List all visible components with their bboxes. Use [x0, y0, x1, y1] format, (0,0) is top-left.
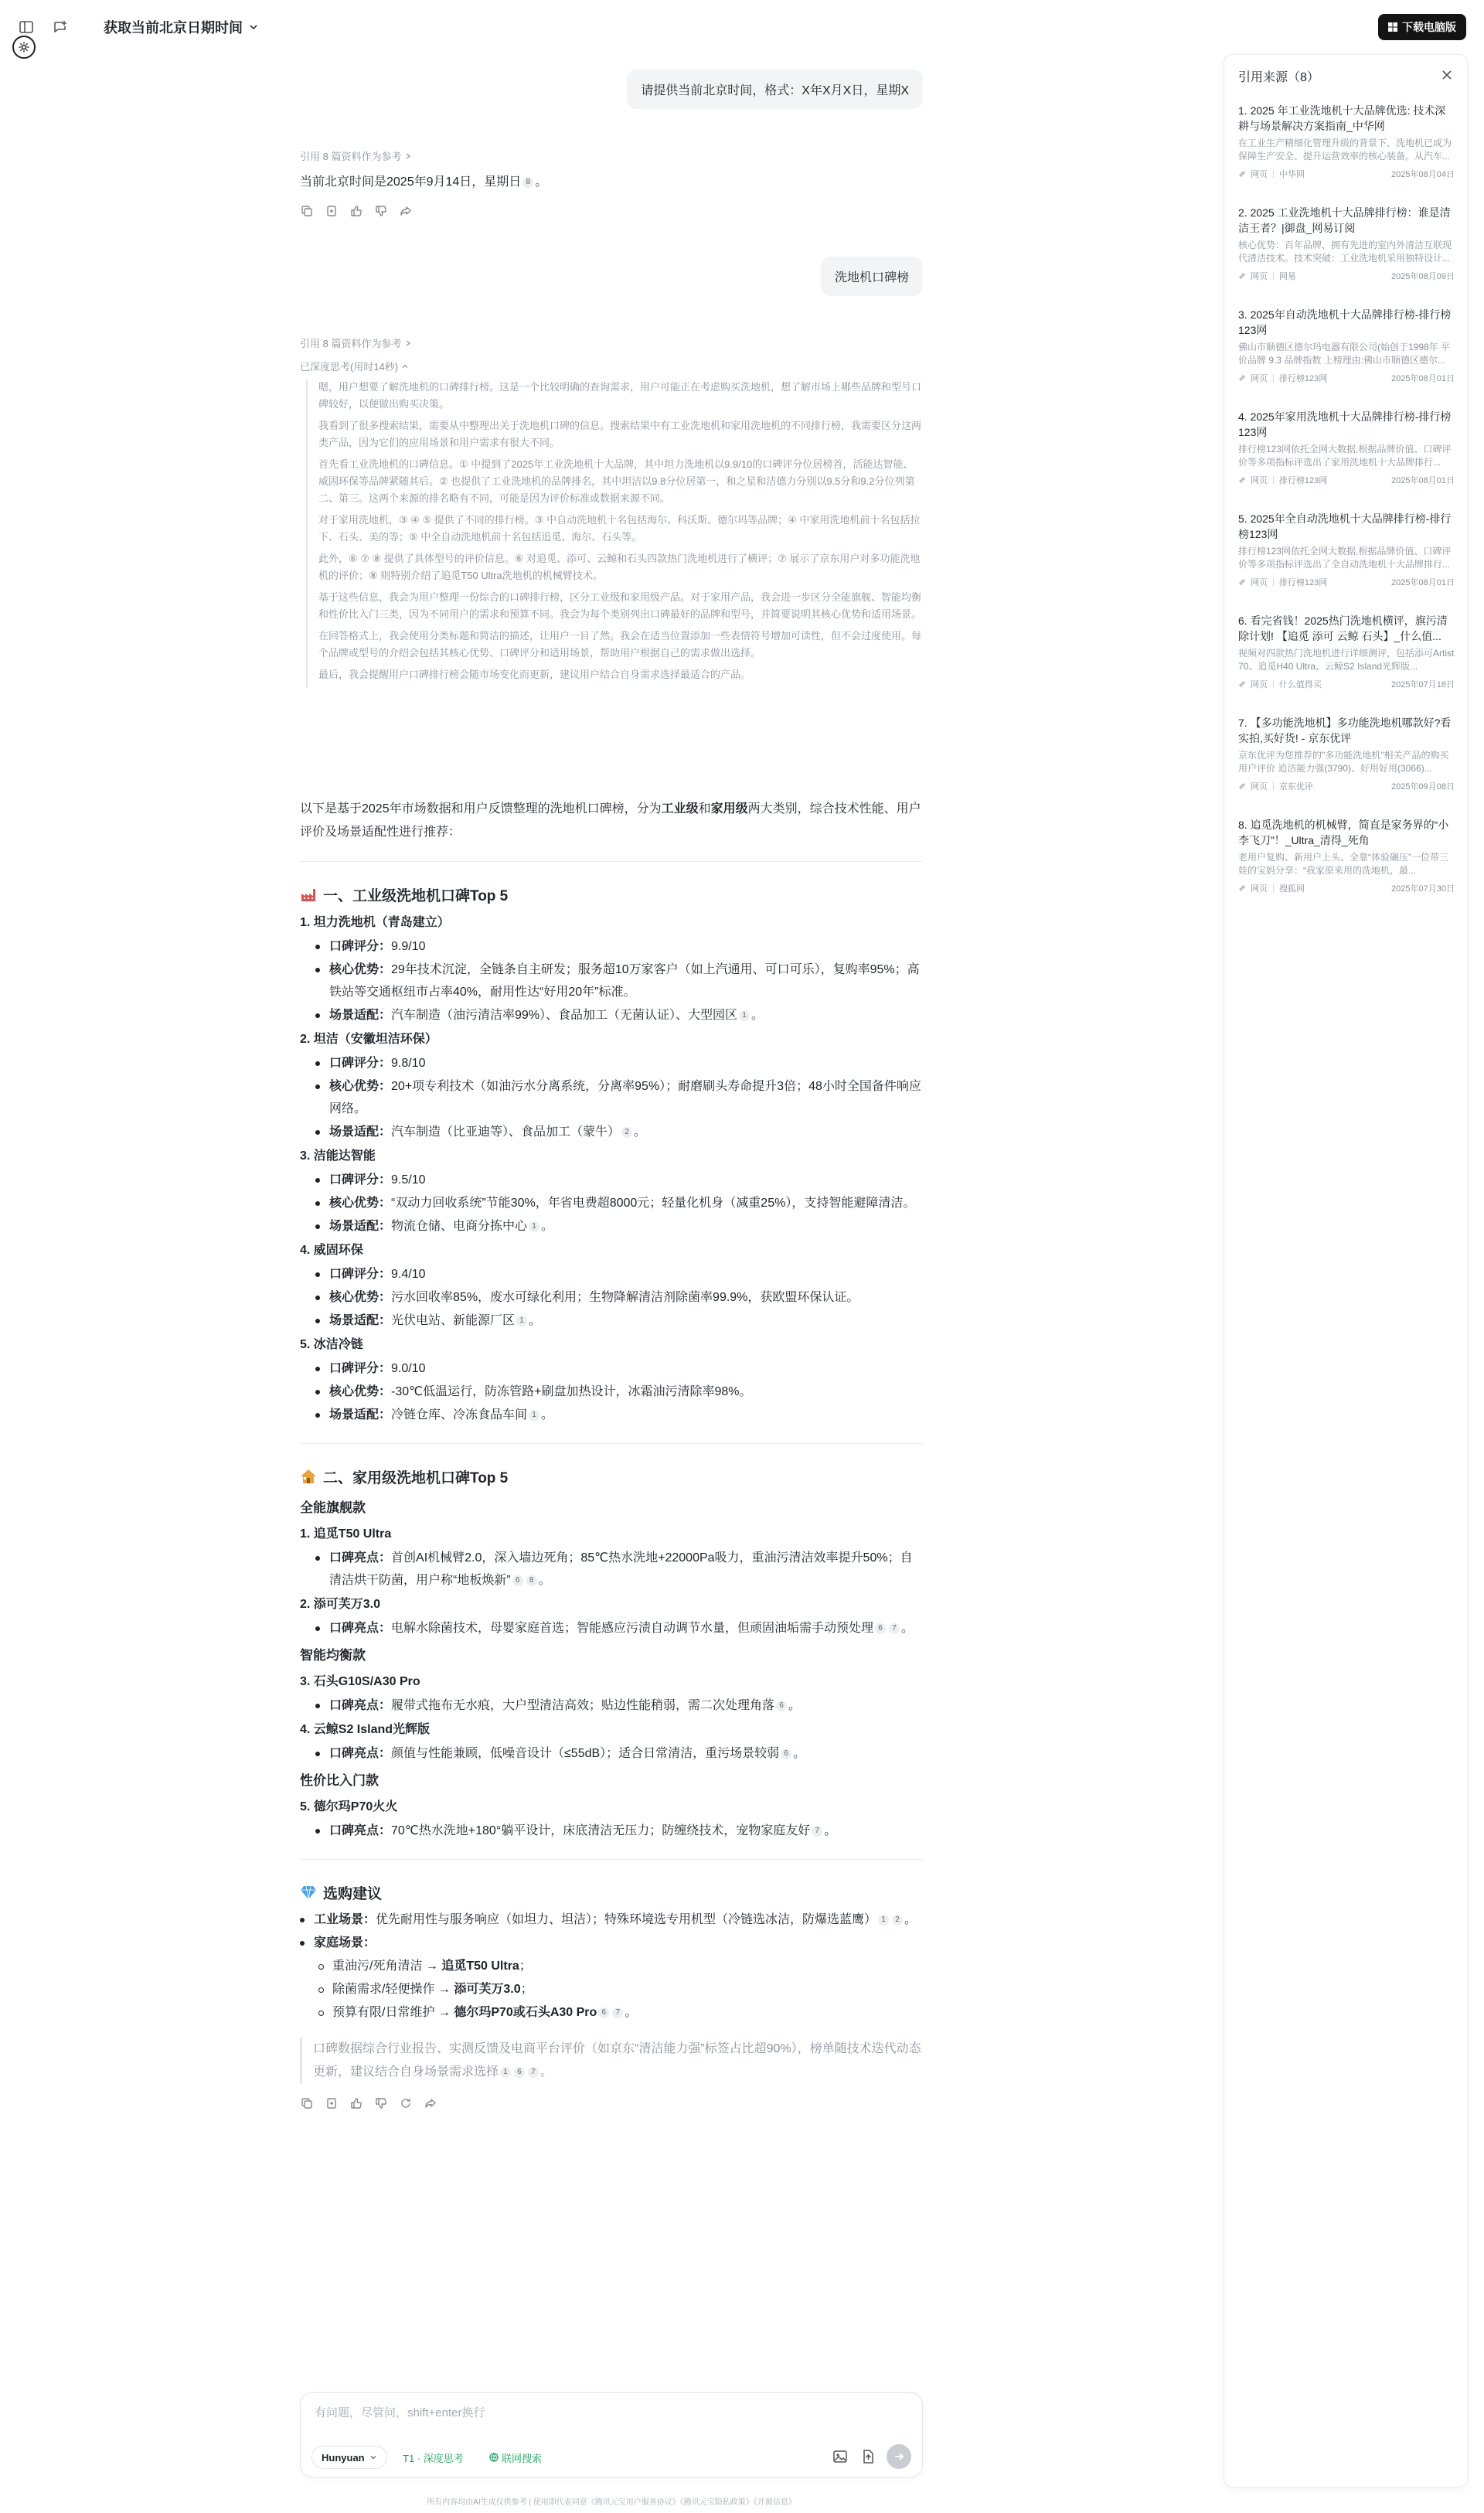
home-advice-item: [332, 1978, 923, 2001]
source-title: 5. 2025年全自动洗地机十大品牌排行榜-排行榜123网: [1238, 512, 1452, 540]
product-details: [300, 1742, 923, 1765]
thumbs-up-icon[interactable]: [349, 204, 363, 218]
product-name: 5. 德尔玛P70火火: [300, 1800, 398, 1813]
citation-badge[interactable]: 1: [529, 1221, 539, 1232]
detail-label: 核心优势：: [329, 1385, 392, 1398]
product-details: [300, 1694, 923, 1717]
brand-name: 2. 坦洁（安徽坦洁环保）: [300, 1033, 437, 1046]
advice-label: 家庭场景：: [314, 1936, 376, 1949]
note-quote: 口碑数据综合行业报告、实测反馈及电商平台评价（如京东“清洁能力强”标签占比超90%），榜单随技术迭代动态更新，建议结合自身场景需求选择 1 6 7 。: [300, 2038, 923, 2084]
source-card[interactable]: [1238, 409, 1455, 486]
copy-icon[interactable]: [300, 2096, 314, 2110]
brand-details: [300, 935, 923, 1027]
meta-separator: |: [1272, 475, 1275, 485]
link-icon: [1238, 884, 1246, 892]
chevron-down-icon: [249, 22, 258, 32]
web-search-button[interactable]: [483, 2446, 548, 2469]
source-meta: [1238, 474, 1455, 486]
reference-count-text: 引用 8 篇资料作为参考: [300, 338, 402, 349]
detail-item: 口碑亮点：70℃热水洗地+180°躺平设计，床底清洁无压力；防缠绕技术，宠物家庭友好 7 。: [329, 1820, 923, 1842]
advice-item: [314, 1932, 923, 1954]
detail-label: 场景适配：: [329, 1125, 392, 1139]
source-type: 网页: [1251, 782, 1268, 792]
sources-panel: [1224, 54, 1468, 2487]
think-paragraph: 此外，⑥ ⑦ ⑧ 提供了具体型号的评价信息。⑥ 对追觅、添可、云鲸和石头四款热门洗地机进行了横评；⑦ 展示了京东用户对多功能洗地机的评价；⑧ 则特别介绍了追觅T50 Ultra洗地机的机械臂技术。: [318, 553, 921, 581]
settings-icon[interactable]: [12, 36, 36, 59]
home-advice-item: [332, 1955, 923, 1977]
intro-bold: 工业级: [661, 802, 699, 816]
regenerate-icon[interactable]: [399, 2096, 413, 2110]
think-paragraph: 我看到了很多搜索结果，需要从中整理出关于洗地机口碑的信息。搜索结果中有工业洗地机和家用洗地机的不同排行榜，我需要区分这两类产品，因为它们的应用场景和用户需求有很大不同。: [318, 420, 922, 448]
detail-label: 场景适配：: [329, 1408, 392, 1422]
source-snippet: 视频对四款热门洗地机进行详细测评，包括添可Artist 70、追觅H40 Ultra、云鲸S2 Island光辉版...: [1238, 648, 1455, 672]
source-meta: [1238, 168, 1455, 180]
deep-think-button[interactable]: [397, 2446, 470, 2469]
note-text: 口碑数据综合行业报告、实测反馈及电商平台评价（如京东“清洁能力强”标签占比超90%），榜单随技术迭代动态更新，建议结合自身场景需求选择: [313, 2042, 921, 2079]
citation-badge[interactable]: 7: [889, 1623, 900, 1634]
source-card[interactable]: [1238, 205, 1455, 282]
source-date: 2025年08月01日: [1391, 374, 1455, 383]
source-site: 网易: [1278, 272, 1296, 281]
citation-badge[interactable]: 2: [621, 1127, 632, 1138]
brand-name: 3. 洁能达智能: [300, 1149, 376, 1163]
detail-value: 光伏电站、新能源厂区: [391, 1314, 516, 1327]
source-card[interactable]: [1238, 715, 1455, 792]
product-details: [300, 1547, 923, 1592]
source-card[interactable]: [1238, 613, 1455, 690]
source-meta: [1238, 576, 1455, 588]
user-message-text: 洗地机口碑榜: [834, 271, 909, 284]
intro-text: 以下是基于2025年市场数据和用户反馈整理的洗地机口碑榜，分为: [300, 802, 662, 816]
citation-badge[interactable]: 1: [878, 1915, 889, 1926]
reference-count-text: 引用 8 篇资料作为参考: [300, 151, 402, 162]
thumbs-down-icon[interactable]: [374, 2096, 388, 2110]
source-snippet: 排行榜123网依托全网大数据,根据品牌价值、口碑评价等多项指标评选出了家用洗地机十大品牌排行...: [1238, 444, 1452, 468]
detail-value: 29年技术沉淀，全链条自主研发；服务超10万家客户（如上汽通用、可口可乐），复购率95%；高铁站等交通枢纽市占率40%，耐用性达“好用20年”标准。: [329, 963, 920, 999]
send-icon: [893, 2451, 904, 2462]
image-upload-icon[interactable]: [832, 2449, 848, 2464]
intro-text: 和: [698, 802, 711, 816]
conversation-title[interactable]: [104, 17, 258, 37]
detail-label: 场景适配：: [329, 1314, 392, 1327]
detail-item: [329, 1052, 923, 1074]
file-upload-icon[interactable]: [860, 2449, 876, 2464]
chat-input-box: [300, 2392, 923, 2477]
source-meta: [1238, 780, 1455, 792]
meta-separator: |: [1272, 373, 1275, 383]
brand-details: [300, 1263, 923, 1332]
download-label: 下载电脑版: [1402, 21, 1456, 33]
chevron-right-icon: [404, 152, 412, 160]
meta-separator: |: [1272, 577, 1275, 587]
new-chat-icon[interactable]: [48, 15, 73, 39]
close-icon[interactable]: [1441, 69, 1455, 83]
source-date: 2025年07月18日: [1391, 680, 1455, 690]
citation-badge[interactable]: 6: [875, 1623, 886, 1634]
detail-label: 口碑评分：: [329, 1362, 392, 1375]
deep-think-content: [306, 379, 923, 688]
detail-label: 核心优势：: [329, 1197, 392, 1210]
source-meta: [1238, 882, 1455, 894]
source-site: 排行榜123网: [1278, 476, 1328, 485]
detail-item: [329, 1357, 923, 1380]
detail-item: 场景适配：汽车制造（比亚迪等）、食品加工（蒙牛） 2 。: [329, 1121, 923, 1143]
thumbs-up-icon[interactable]: [349, 2096, 363, 2110]
detail-value: 污水回收率85%，废水可绿化利用；生物降解清洁剂除菌率99.9%，获欧盟环保认证。: [391, 1291, 859, 1304]
detail-item: 场景适配：光伏电站、新能源厂区 1 。: [329, 1309, 923, 1332]
advice-need: 预算有限/日常维护 →: [332, 2006, 454, 2019]
link-icon: [1238, 680, 1246, 688]
detail-item: 口碑亮点：首创AI机械臂2.0，深入墙边死角；85℃热水洗地+22000Pa吸力，重油污清洁效率提升50%；自清洁烘干防菌，用户称“地板焕新” 6 8 。: [329, 1547, 923, 1592]
detail-value: 70℃热水洗地+180°躺平设计，床底清洁无压力；防缠绕技术，宠物家庭友好: [391, 1824, 811, 1837]
advice-need: 重油污/死角清洁 →: [332, 1960, 442, 1973]
link-icon: [1238, 272, 1246, 280]
source-type: 网页: [1251, 170, 1268, 179]
advice-text: 优先耐用性与服务响应（如坦力、坦洁）；特殊环境选专用机型（冷链选冰洁，防爆选蓝鹰）: [376, 1913, 877, 1926]
windows-icon: [1388, 22, 1397, 32]
divider: [300, 861, 923, 862]
source-meta: [1238, 270, 1455, 282]
citation-badge[interactable]: 1: [739, 1010, 750, 1021]
detail-value: -30℃低温运行，防冻管路+刷盘加热设计，冰霜油污清除率98%。: [391, 1385, 752, 1398]
chevron-up-icon: [401, 363, 409, 370]
source-date: 2025年08月09日: [1391, 272, 1455, 281]
house-icon: [300, 1468, 317, 1485]
detail-label: 核心优势：: [329, 1291, 392, 1304]
link-icon: [1238, 782, 1246, 790]
detail-value: 20+项专利技术（如油污水分离系统，分离率95%）；耐磨刷头寿命提升3倍；48小时全国备件响应网络。: [329, 1080, 921, 1115]
industrial-list: [300, 911, 923, 1426]
citation-badge[interactable]: 6: [512, 1575, 523, 1586]
brand-details: [300, 1052, 923, 1143]
user-message: [627, 70, 923, 109]
think-paragraph: 在回答格式上，我会使用分类标题和简洁的描述，让用户一目了然。我会在适当位置添加一些表情符号增加可读性，但不会过度使用。每个品牌或型号的介绍会包括其核心优势、口碑评分和适用场景，帮助用户根据自己的需求做出选择。: [318, 630, 922, 659]
citation-badge[interactable]: 7: [528, 2067, 539, 2078]
advice-product: 追觅T50 Ultra: [441, 1960, 519, 1973]
citation-badge[interactable]: 6: [781, 1749, 791, 1759]
meta-separator: |: [1272, 271, 1275, 281]
citation-badge[interactable]: 1: [529, 1410, 539, 1421]
message-actions: [300, 2096, 923, 2110]
gem-icon: [300, 1884, 317, 1901]
detail-item: [329, 959, 923, 1003]
product-details: [300, 1820, 923, 1842]
detail-value: 电解水除菌技术，母婴家庭首选；智能感应污渍自动调节水量，但顽固油垢需手动预处理: [391, 1622, 874, 1635]
source-site: 京东优评: [1278, 782, 1313, 792]
source-snippet: 在工业生产精细化管理升级的背景下，洗地机已成为保障生产安全、提升运营效率的核心装备。从汽车...: [1238, 138, 1452, 162]
divider: [300, 1443, 923, 1444]
bookmark-icon[interactable]: [325, 2096, 339, 2110]
link-icon: [1238, 374, 1246, 382]
intro-bold: 家用级: [710, 802, 748, 816]
globe-icon: [489, 2453, 499, 2462]
source-meta: [1238, 678, 1455, 690]
user-message-text: 请提供当前北京时间，格式：X年X月X日，星期X: [641, 84, 909, 97]
meta-separator: |: [1272, 169, 1275, 179]
product-name: 4. 云鲸S2 Island光辉版: [300, 1723, 431, 1736]
detail-label: 场景适配：: [329, 1009, 392, 1022]
think-paragraph: 首先看工业洗地机的口碑信息。① 中提到了2025年工业洗地机十大品牌，其中坦力洗地机以9.9/10的口碑评分位居榜首，活能达智能、威固环保等品牌紧随其后。② 也提供了工业洗地机的品牌排名，其中坦洁以9.8分位居第一，和之星和洁德力分别以9.5分和9.2分位列第二、第三。这两个来源的排名略有不同，可能是因为评价标准或数据来源不同。: [318, 458, 915, 504]
advice-punct: ；: [520, 1983, 533, 1996]
source-title: 7. 【多功能洗地机】多功能洗地机哪款好?看实拍,买好货! - 京东优评: [1238, 717, 1452, 744]
intro-text: 两大类别，综合技术性能、用户评价及场景适配性进行推荐：: [300, 802, 921, 839]
answer-body: [300, 798, 923, 2110]
detail-label: 核心优势：: [329, 1080, 392, 1093]
conversation-title-text: 获取当前北京日期时间: [104, 20, 243, 36]
detail-label: 口碑亮点：: [329, 1551, 392, 1565]
home-advice-item: 预算有限/日常维护 → 德尔玛P70或石头A30 Pro 6 7 。: [332, 2001, 923, 2024]
answer-intro: [300, 798, 923, 844]
source-snippet: 京东优评为您推荐的"多功能洗地机"相关产品的购买用户评价 追洁能力强(3790)、好用好用(3066)...: [1238, 750, 1449, 774]
brand-name: 4. 威固环保: [300, 1244, 363, 1257]
category-heading: 全能旗舰款: [300, 1500, 366, 1515]
sources-title: 引用来源（8）: [1238, 71, 1319, 84]
meta-separator: |: [1272, 781, 1275, 791]
section-heading: [300, 879, 923, 910]
detail-item: [329, 1169, 923, 1191]
citation-badge[interactable]: 6: [598, 2007, 609, 2018]
section-heading-text: 选购建议: [323, 1885, 383, 1902]
detail-value: 9.8/10: [391, 1057, 426, 1070]
source-card[interactable]: [1238, 511, 1455, 588]
disclaimer: 所有内容均由AI生成仅供参考 | 使用即代表同意《腾讯元宝用户服务协议》《腾讯元宝隐私政策》《开源信息》: [427, 2498, 796, 2507]
product-name: 1. 追觅T50 Ultra: [300, 1527, 392, 1541]
section-heading-text: 二、家用级洗地机口碑Top 5: [323, 1469, 509, 1486]
advice-list: [300, 1909, 923, 1954]
detail-value: “双动力回收系统”节能30%，年省电费超8000元；轻量化机身（减重25%），支持智能避障清洁。: [391, 1197, 916, 1210]
think-paragraph: 最后，我会提醒用户口碑排行榜会随市场变化而更新，建议用户结合自身需求选择最适合的产品。: [318, 669, 751, 680]
detail-item: [329, 1263, 923, 1285]
advice-punct: ；: [519, 1960, 532, 1973]
citation-badge[interactable]: 7: [812, 1826, 822, 1837]
source-title: 2. 2025 工业洗地机十大品牌排行榜：谁是清洁王者？|御盘_网易订阅: [1238, 206, 1451, 234]
detail-item: [329, 1286, 923, 1309]
source-type: 网页: [1251, 272, 1268, 281]
top-bar: [0, 0, 1206, 56]
source-snippet: 排行榜123网依托全网大数据,根据品牌价值、口碑评价等多项指标评选出了全自动洗地机十大品牌排行...: [1238, 546, 1452, 570]
model-name: Hunyuan: [322, 2451, 365, 2464]
detail-item: [329, 1192, 923, 1214]
source-card[interactable]: [1238, 307, 1455, 384]
home-list: [300, 1495, 923, 1842]
model-selector[interactable]: [311, 2446, 387, 2469]
source-type: 网页: [1251, 680, 1268, 690]
detail-value: 物流仓储、电商分拣中心: [391, 1220, 528, 1233]
source-site: 中华网: [1278, 170, 1305, 179]
source-title: 4. 2025年家用洗地机十大品牌排行榜-排行榜123网: [1238, 410, 1452, 438]
source-site: 排行榜123网: [1278, 374, 1328, 383]
detail-item: 口碑亮点：颜值与性能兼顾，低噪音设计（≤55dB）；适合日常清洁，重污场景较弱 6 。: [329, 1742, 923, 1765]
detail-value: 冷链仓库、冷冻食品车间: [391, 1408, 528, 1422]
deep-think-button-label: T1 · 深度思考: [403, 2452, 464, 2464]
detail-item: [329, 1075, 923, 1120]
brand-name: 5. 冰洁冷链: [300, 1338, 363, 1351]
source-title: 3. 2025年自动洗地机十大品牌排行榜-排行榜123网: [1238, 308, 1452, 336]
citation-badge[interactable]: 6: [514, 2067, 525, 2078]
citation-badge[interactable]: 2: [892, 1915, 903, 1926]
deep-think-toggle[interactable]: [300, 359, 409, 373]
source-site: 排行榜123网: [1278, 578, 1328, 587]
category-heading: 智能均衡款: [300, 1648, 366, 1663]
assistant-answer: [300, 171, 547, 194]
detail-label: 核心优势：: [329, 963, 392, 976]
send-button[interactable]: [887, 2444, 911, 2469]
detail-label: 口碑亮点：: [329, 1699, 392, 1712]
citation-badge[interactable]: 1: [500, 2067, 511, 2078]
detail-value: 9.5/10: [391, 1173, 426, 1187]
deep-think-label: 已深度思考(用时14秒): [300, 361, 399, 373]
detail-label: 口碑评分：: [329, 1173, 392, 1187]
source-type: 网页: [1251, 374, 1268, 383]
detail-value: 9.4/10: [391, 1268, 426, 1281]
product-details: [300, 1617, 923, 1640]
advice-need: 除菌需求/轻便操作 →: [332, 1983, 454, 1996]
source-date: 2025年08月01日: [1391, 476, 1455, 485]
detail-value: 汽车制造（比亚迪等）、食品加工（蒙牛）: [391, 1125, 621, 1139]
product-name: 2. 添可芙万3.0: [300, 1598, 381, 1611]
detail-item: 场景适配：汽车制造（油污清洁率99%）、食品加工（无菌认证）、大型园区 1 。: [329, 1004, 923, 1027]
think-paragraph: 嗯，用户想要了解洗地机的口碑排行榜。这是一个比较明确的查询需求，用户可能正在考虑购买洗地机，想了解市场上哪些品牌和型号口碑较好，以便做出购买决策。: [318, 381, 922, 410]
home-advice-list: [300, 1955, 923, 2024]
detail-label: 口碑亮点：: [329, 1824, 392, 1837]
meta-separator: |: [1272, 679, 1275, 689]
source-snippet: 老用户复购、新用户上头、全靠“体验碾压”一位带三娃的宝妈分享：“我家原来用的洗地机，最...: [1238, 852, 1448, 876]
detail-label: 口碑亮点：: [329, 1622, 392, 1635]
detail-item: 口碑亮点：电解水除菌技术，母婴家庭首选；智能感应污渍自动调节水量，但顽固油垢需手动预处理 6 7 。: [329, 1617, 923, 1640]
detail-item: 场景适配：物流仓储、电商分拣中心 1 。: [329, 1215, 923, 1238]
answer-text: 当前北京时间是2025年9月14日，星期日: [300, 175, 522, 189]
detail-item: [329, 1381, 923, 1403]
source-site: 什么值得买: [1278, 680, 1322, 690]
source-snippet: 核心优势：百年品牌，拥有先进的室内外清洁互联现代清洁技术。技术突破：工业洗地机采用独特设计...: [1238, 240, 1452, 264]
source-title: 6. 看完省钱！2025热门洗地机横评，旗污清除计划! 【追觅 添可 云鲸 石头】_什么值...: [1238, 615, 1448, 642]
divider: [300, 1859, 923, 1860]
link-icon: [1238, 578, 1246, 586]
source-type: 网页: [1251, 476, 1268, 485]
chevron-down-icon: [369, 2453, 377, 2461]
chevron-right-icon: [404, 339, 412, 347]
source-title: 1. 2025 年工业洗地机十大品牌优选: 技术深耕与场景解决方案指南_中华网: [1238, 104, 1446, 132]
advice-item: 工业场景：优先耐用性与服务响应（如坦力、坦洁）；特殊环境选专用机型（冷链选冰洁，防爆选蓝鹰） 1 2 。: [314, 1909, 923, 1931]
meta-separator: |: [1272, 884, 1275, 893]
answer-period: 。: [535, 175, 548, 189]
source-title: 8. 追觅洗地机的机械臂，简直是家务界的“小李飞刀”！_Ultra_清得_死角: [1238, 819, 1449, 846]
detail-value: 履带式拖布无水痕，大户型清洁高效；贴边性能稍弱，需二次处理角落: [391, 1699, 775, 1712]
advice-product: 添可芙万3.0: [454, 1983, 521, 1996]
detail-item: [329, 935, 923, 958]
advice-product: 德尔玛P70或石头A30 Pro: [454, 2006, 597, 2019]
thumbs-down-icon[interactable]: [374, 204, 388, 218]
source-date: 2025年09月08日: [1391, 782, 1455, 792]
advice-label: 工业场景：: [314, 1913, 376, 1926]
detail-label: 口碑亮点：: [329, 1747, 392, 1760]
detail-label: 口碑评分：: [329, 1268, 392, 1281]
brand-details: [300, 1357, 923, 1426]
brand-details: [300, 1169, 923, 1238]
section-heading-text: 一、工业级洗地机口碑Top 5: [323, 887, 509, 904]
detail-value: 9.9/10: [391, 940, 426, 953]
think-paragraph: 对于家用洗地机，③ ④ ⑤ 提供了不同的排行榜。③ 中自动洗地机十名包括海尔、科沃斯、德尔玛等品牌；④ 中家用洗地机前十名包括拉下、石头、美的等；⑤ 中全自动洗地机前十名包括追觅、海尔、石头等。: [318, 514, 921, 543]
source-type: 网页: [1251, 578, 1268, 587]
source-snippet: 佛山市顺德区德尔玛电器有限公司(始创于1998年 平价品牌 9.3 品牌指数 上榜理由:佛山市顺德区德尔...: [1238, 342, 1451, 366]
message-actions: [300, 204, 413, 218]
detail-item: 场景适配：冷链仓库、冷冻食品车间 1 。: [329, 1404, 923, 1426]
detail-value: 9.0/10: [391, 1362, 426, 1375]
citation-badge[interactable]: 8: [522, 177, 533, 188]
chat-input[interactable]: 有问题，尽管问，shift+enter换行: [315, 2406, 485, 2419]
share-icon[interactable]: [399, 204, 413, 218]
source-date: 2025年08月01日: [1391, 578, 1455, 587]
link-icon: [1238, 170, 1246, 178]
category-heading: 性价比入门款: [300, 1773, 379, 1788]
section-heading: [300, 1461, 923, 1492]
citation-badge[interactable]: 6: [776, 1701, 787, 1711]
product-name: 3. 石头G10S/A30 Pro: [300, 1675, 420, 1688]
citation-badge[interactable]: 8: [526, 1575, 537, 1586]
reference-count[interactable]: [300, 148, 412, 163]
section-heading: [300, 1877, 923, 1908]
source-site: 搜狐网: [1278, 884, 1305, 894]
source-card[interactable]: [1238, 817, 1455, 894]
reference-count[interactable]: [300, 335, 412, 350]
think-paragraph: 基于这些信息，我会为用户整理一份综合的口碑排行榜，区分工业级和家用级产品。对于家用产品，我会进一步区分全能旗舰、智能均衡和性价比入门三类，因为不同用户的需求和预算不同。我会为每个类别列出口碑最好的品牌和型号，并简要说明其核心优势和适用场景。: [318, 591, 922, 620]
detail-item: 口碑亮点：履带式拖布无水痕，大户型清洁高效；贴边性能稍弱，需二次处理角落 6 。: [329, 1694, 923, 1717]
source-meta: [1238, 372, 1455, 384]
detail-label: 场景适配：: [329, 1220, 392, 1233]
source-date: 2025年08月04日: [1391, 170, 1455, 179]
source-date: 2025年07月30日: [1391, 884, 1455, 894]
source-card[interactable]: [1238, 103, 1455, 180]
copy-icon[interactable]: [300, 204, 314, 218]
citation-badge[interactable]: 1: [516, 1316, 527, 1326]
detail-value: 汽车制造（油污清洁率99%）、食品加工（无菌认证）、大型园区: [391, 1009, 738, 1022]
detail-label: 口碑评分：: [329, 940, 392, 953]
user-message: [821, 257, 923, 296]
source-type: 网页: [1251, 884, 1268, 894]
download-desktop-button[interactable]: [1378, 14, 1466, 40]
detail-value: 首创AI机械臂2.0，深入墙边死角；85℃热水洗地+22000Pa吸力，重油污清洁效率提升50%；自清洁烘干防菌，用户称“地板焕新”: [329, 1551, 913, 1587]
detail-label: 口碑评分：: [329, 1057, 392, 1070]
bookmark-icon[interactable]: [325, 204, 339, 218]
link-icon: [1238, 476, 1246, 484]
citation-badge[interactable]: 7: [612, 2007, 623, 2018]
detail-value: 颜值与性能兼顾，低噪音设计（≤55dB）；适合日常清洁，重污场景较弱: [391, 1747, 780, 1760]
web-search-label: 联网搜索: [502, 2452, 543, 2464]
share-icon[interactable]: [424, 2096, 437, 2110]
factory-icon: [300, 886, 317, 903]
brand-name: 1. 坦力洗地机（青岛建立）: [300, 916, 450, 929]
